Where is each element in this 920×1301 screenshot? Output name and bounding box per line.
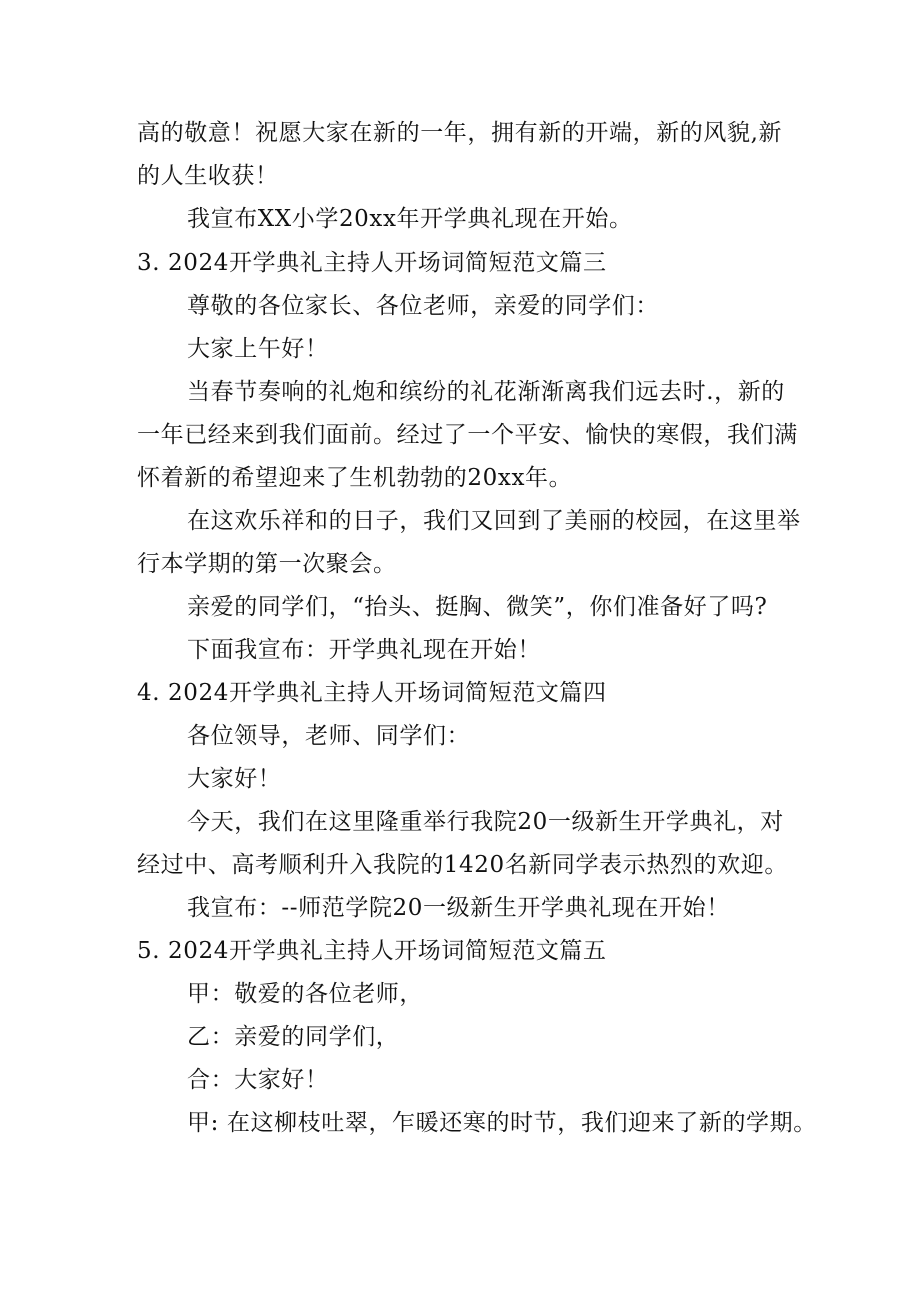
paragraph-line: 的人生收获！: [137, 163, 279, 189]
paragraph-line: 我宣布：--师范学院20一级新生开学典礼现在开始！: [187, 895, 730, 921]
paragraph-line: 各位领导，老师、同学们：: [187, 723, 471, 749]
paragraph-line: 高的敬意！祝愿大家在新的一年，拥有新的开端，新的风貌,新: [137, 120, 783, 146]
paragraph-line: 今天，我们在这里隆重举行我院20一级新生开学典礼，对: [187, 809, 784, 835]
paragraph-line: 合：大家好！: [187, 1067, 329, 1093]
paragraph-line: 怀着新的希望迎来了生机勃勃的20xx年。: [137, 465, 573, 491]
paragraph-line: 大家好！: [187, 766, 282, 792]
paragraph-line: 甲: 在这柳枝吐翠，乍暖还寒的时节，我们迎来了新的学期。: [187, 1110, 817, 1136]
section-heading: 3. 2024开学典礼主持人开场词简短范文篇三: [137, 250, 607, 276]
paragraph-line: 下面我宣布：开学典礼现在开始！: [187, 637, 541, 663]
paragraph-line: 一年已经来到我们面前。经过了一个平安、愉快的寒假，我们满: [137, 422, 798, 448]
paragraph-line: 行本学期的第一次聚会。: [137, 551, 397, 577]
paragraph-line: 甲：敬爱的各位老师，: [187, 981, 423, 1007]
paragraph-line: 大家上午好！: [187, 336, 329, 362]
paragraph-line: 当春节奏响的礼炮和缤纷的礼花渐渐离我们远去时.，新的: [187, 379, 785, 405]
paragraph-line: 我宣布XX小学20xx年开学典礼现在开始。: [187, 206, 633, 232]
section-heading: 4. 2024开学典礼主持人开场词简短范文篇四: [137, 680, 607, 706]
paragraph-line: 经过中、高考顺利升入我院的1420名新同学表示热烈的欢迎。: [137, 852, 788, 878]
paragraph-line: 亲爱的同学们，“抬头、挺胸、微笑”，你们准备好了吗?: [187, 594, 768, 620]
paragraph-line: 在这欢乐祥和的日子，我们又回到了美丽的校园，在这里举: [187, 508, 801, 534]
paragraph-line: 尊敬的各位家长、各位老师，亲爱的同学们：: [187, 293, 659, 319]
section-heading: 5. 2024开学典礼主持人开场词简短范文篇五: [137, 938, 607, 964]
paragraph-line: 乙：亲爱的同学们，: [187, 1024, 400, 1050]
